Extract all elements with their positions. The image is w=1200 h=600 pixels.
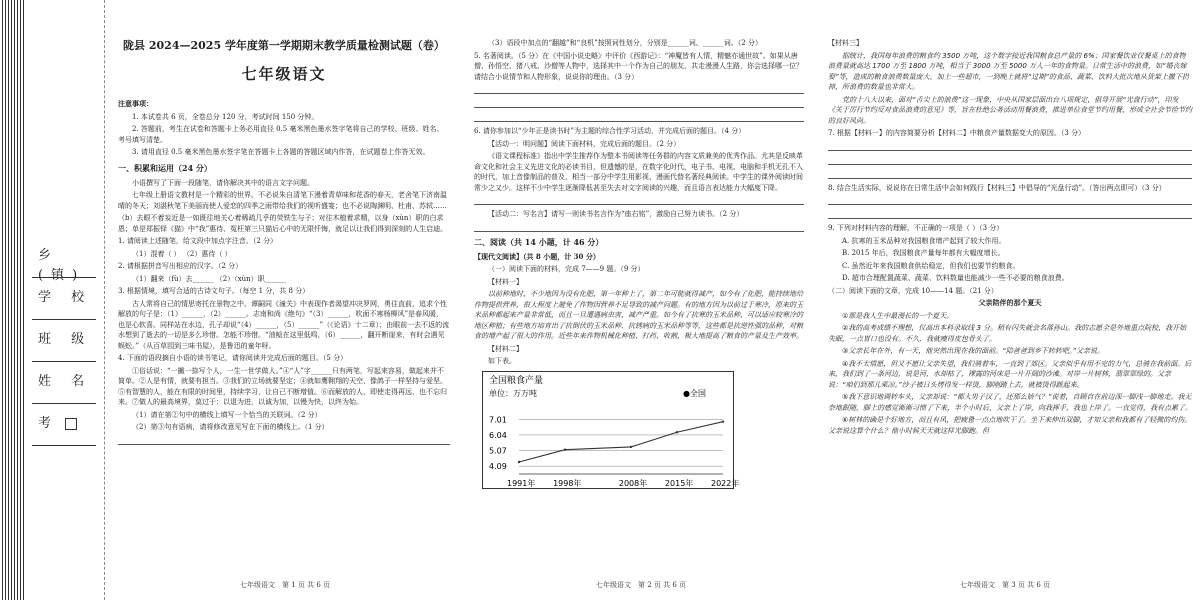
paragraph: ①俗话说：“一撇一捺写个人，一生一世学做人。”④“人”字______只有两笔，写起来容易，做起来并不简单。②人是有情，就要有担当。③我们的立场就要坚定；④就如鹰翱翔的天空、像鸽子一样坚持与爱坚。⑤有智慧的人，能在有限的时间里，持续学习，让自己不断增值。⑥而解放的人，即使走得再远，也不忘归来。⑦做人的最高境界，莫过于：以退为进，以诚为加，以慢为快，以终为始。 — [118, 366, 447, 406]
option: B. 2015 年后，我国粮食产量每年都有大幅度增长。 — [842, 249, 1005, 257]
question: （3）语段中加点的“翻越”和“良机”按照词性划分，分别是______词、______词。（2 分） — [488, 39, 762, 47]
answer-line[interactable] — [474, 195, 804, 205]
x-tick-label: 2008年 — [618, 478, 648, 488]
essay-paragraph: ②我的高考成绩不理想，仅高出本科录取线 3 分。稍有闪失就会名落孙山。我的志愿全是外地重点院校，我开始失眠，一点胃口也没有。不久，我就瘦得皮包骨头了。 — [828, 324, 1187, 343]
answer-line[interactable] — [474, 222, 804, 232]
question: 7. 根据【材料一】的内容简要分析【材料二】中粮食产量数据变大的原因。（3 分） — [828, 129, 1086, 137]
data-point — [630, 445, 632, 447]
y-tick-label: 7.01 — [489, 414, 507, 424]
x-tick-label: 2015年 — [664, 478, 694, 488]
subject-title: 七年级语文 — [241, 64, 327, 83]
x-tick-label: 1991年 — [507, 478, 536, 488]
exam-number-field[interactable]: 考 — [30, 408, 100, 448]
material-label: 【材料三】 — [828, 39, 863, 47]
page-footer: 七年级语文 第 3 页 共 6 页 — [960, 581, 1051, 589]
essay-paragraph: ⑥树林的确是个好地方，而且有风，把疲惫一点点地吹干了。坐下来伸出双脚，才知父亲和我都有了轻微的灼伤。父亲说这算个什么？他小时候天天就这样光脚跑。但 — [828, 416, 1192, 435]
chart-svg — [483, 372, 740, 490]
activity: 【活动一：明问题】阅读下面材料，完成后面的题目。（2 分） — [488, 139, 681, 148]
paragraph: 《语文课程标准》指出中学生推荐作为整本书阅读等任务群的内容文质兼美的优秀作品。尤其是反映革命文化和社会主义先进文化的必读书目，但遗憾的是，在数字化时代，电子书、电视、电脑和手机无孔不入的时代，加上音像制品的普及，相当一部分中学生用影视、漫画代替名著经典阅读。中学生的课外阅读时间常少之又少。这样不少中学生逐渐降低甚至失去对文字阅读的兴趣，而且语言表达能力大幅度下降。 — [474, 152, 803, 192]
material-text: 如下表。 — [488, 357, 516, 365]
y-tick-label: 5.07 — [489, 445, 507, 455]
question: 1. 请阅读上述随笔，给文段中加点字注音。（2 分） — [118, 237, 278, 245]
name-field[interactable]: 姓 名 — [30, 366, 100, 406]
notice-item: 3. 请用直径 0.5 毫米黑色墨水签字笔在答题卡上各题的答题区域内作答，在试题卷上作答无效。 — [132, 148, 430, 156]
question: 3. 根据情境，填写合适的古诗文句子。（每空 1 分，共 8 分） — [118, 287, 310, 295]
material-text: 以前种地时，不少地因为没有化肥，第一年种上了，第二年可能就得减产，如今有了化肥，能持续地给作物提供营养，很大程度上避免了作物因营养不足导致的减产问题。有的地方因为以前过于寒冷，原来的玉米品种都起来产量非常低，而且一旦遭遇病虫害，减产严重。如今有了抗寒的玉米品种，可以适应较寒冷的地区种植；有些地方培育出了抗倒伏的玉米品种、抗锈病的玉米品种等等，这些都是抗逆性强的品种，对粮食的增产起了很大的作用。近些年来作物机械化种植、打药、收割，极大地提高了粮食的产量及生产效率。 — [474, 290, 803, 340]
chart-legend: ●全国 — [683, 388, 706, 398]
binding-margin — [0, 0, 110, 600]
option: D. 超市合理配置蔬菜、蔬菜、饮料数量也能减少一些不必要的粮食浪费。 — [842, 274, 1069, 282]
answer-line[interactable]: （1）翻来（fù）去______ （2）（xùn）职______ — [132, 274, 286, 283]
essay-paragraph: ③父亲长年在外，有一天，他突然出现在我的面前。“陪爸爸到乡下转转吧。”父亲说。 — [842, 347, 1105, 355]
answer-line[interactable] — [828, 195, 1192, 205]
section-heading: 二、阅读（共 14 小题，计 46 分） — [474, 236, 604, 247]
chart-unit-label: 单位：万万吨 — [489, 388, 537, 398]
checkbox-square — [65, 418, 77, 430]
subsection-heading: 【现代文阅读】（共 8 小题，计 30 分） — [474, 251, 600, 261]
material-text: 据统计，我国每年浪费的粮食约 3500 万吨，这个数字接近我国粮食总产量的 6%；国家餐饮业仅餐桌上的食物浪费量就高达 1700 万至 1800 万吨，相当于 3000 万至 5000 万人一年的食物量。日常生活中的浪费，如“婚丧嫁娶”等，造成的粮食浪费数量庞大。加上一些超市，一到晚上就将“过期”的食品、蔬菜、饮料大批次地从货架上撤下扔掉，所浪费的数量也非常大。 — [828, 51, 1189, 91]
activity: 【活动二：写名言】请写一则读书名言作为“座右铭”，激励自己努力读书。（2 分） — [488, 210, 744, 218]
question: （1）请在第②句中的横线上填写一个恰当的关联词。（2 分） — [132, 410, 322, 419]
answer-line[interactable] — [828, 141, 1192, 151]
essay-paragraph: ①那是我人生中最漫长的一个夏天。 — [842, 311, 954, 320]
answer-line[interactable] — [118, 435, 450, 445]
data-point — [518, 460, 520, 462]
notice-item: 1. 本试卷共 6 页，全卷总分 120 分，考试时间 150 分钟。 — [132, 112, 319, 121]
question: 4. 下面的语段摘自小语的读书笔记，请你阅读并完成后面的题目。（5 分） — [118, 354, 348, 362]
grain-output-chart — [482, 371, 740, 489]
paragraph: 古人常将自己的情思寄托在景物之中。谭嗣同《潼关》中表现作者渴望冲决罗网，勇往直前，追求个性解放的句子是：（1）______，（2）______。志南和尚《绝句》“（3）______，吹面不寒杨柳风”是春风暖，也是心软喜。同样站在水边，孔子却说“（4）______，（5）______”（《论语》十二章）；由眼前一去不返的流水想到了逝去的一切是多么珍惜。怎能不珍惜。“油鲶在这里低鸣，（6）______，翻开断崖来，有时会遇见蜈蚣。”（从百草园到三味书屋），是鲁迅的童年呀。 — [118, 299, 450, 350]
chart-title: 全国粮食产量 — [489, 375, 544, 386]
material-text: 党的十八大以来，面对“舌尖上的浪费”这一现象，中央从国家层面出台八项规定，倡导开展“光盘行动”，印发《关于厉行节约反对食品浪费的意见》等，旨在杜绝公务活动用餐浪费，推进单位食堂节约用餐，形成全社会节俭节约的良好风尚。 — [828, 95, 1192, 125]
data-point — [564, 448, 566, 450]
answer-line[interactable] — [828, 169, 1192, 179]
township-field[interactable]: 乡(镇) — [30, 240, 100, 280]
question: 8. 结合生活实际，说说你在日常生活中会如何践行【材料三】中倡导的“光盘行动”。（答出两点即可）（3 分） — [828, 183, 1166, 192]
question: （2）第③句有语病，请将修改意见写在下面的横线上。（1 分） — [132, 423, 329, 431]
page-footer: 七年级语文 第 2 页 共 6 页 — [596, 581, 687, 589]
binding-lines — [2, 0, 26, 600]
question: 2. 请根据拼音写出相应的汉字。（2 分） — [118, 262, 243, 270]
essay-paragraph: ④我不太情愿，但又不愿让父亲失望，我们骑着车，一直到了郊区。父亲似乎有用不完的力气，总骑在我前面。后来，我们到了一条河边，说是河，水却枯了，裸露的河床是一片开阔的沙滩。对岸一片树林，翡翠翠绿的。父亲说：“咱们到那儿乘凉。”沙子被日头烤得发一样烫，脚刚踏上去，就被烫得跳起来。 — [828, 359, 1192, 389]
instruction: （二）阅读下面的文章，完成 10——14 题。（21 分） — [828, 286, 998, 295]
data-point — [722, 420, 724, 422]
question: 5. 名著阅读。（5 分）在《中国小说史略》中评价《西游记》：“神魔皆有人情，精魅亦通世故”。如果从唐僧、孙悟空、猪八戒、沙僧等人物中，选择其中一个作为自己的朋友，共走漫漫人生路，你会选择哪一位？请结合小说情节和人物形象，说说你的理由。（3 分） — [474, 51, 803, 81]
x-tick-label: 1998年 — [553, 478, 582, 488]
school-field[interactable]: 学 校 — [30, 282, 100, 322]
answer-line[interactable] — [474, 98, 804, 108]
paragraph: 七年级上册语文教材是一个精彩的世界。不必说朱自清笔下漫着青草味和花香的春天，老舍笔下济南温晴的冬天；刘湛秋笔下美丽而使人爱恋的四季之雨带给我们的视听盛宴；也不必说陶渊明、杜甫、苏轼…… — [118, 191, 447, 210]
option: A. 抗寒的玉米品种对我国粮食增产起到了较大作用。 — [842, 236, 1006, 245]
answer-line[interactable] — [474, 84, 804, 94]
notice-heading: 注意事项： — [118, 99, 153, 108]
material-label: 【材料二】 — [488, 344, 523, 353]
class-field[interactable]: 班 级 — [30, 324, 100, 364]
page-2 — [474, 38, 804, 558]
answer-line[interactable]: （1）混着（ ） （2）惠待（ ） — [132, 249, 232, 258]
binding-dashed-line — [104, 0, 105, 600]
option: C. 虽然近年来我国粮食供给稳定，但我们也要节约粮食。 — [842, 261, 1020, 270]
data-point — [676, 431, 678, 433]
y-tick-label: 6.04 — [489, 430, 507, 440]
y-tick-label: 4.09 — [489, 461, 507, 471]
answer-line[interactable] — [474, 112, 804, 122]
x-tick-label: 2022年 — [711, 478, 740, 488]
page-3 — [828, 38, 1192, 558]
essay-paragraph: ⑤我下意识地调转车头，父亲却说：“都大男子汉了，还那么娇气？”说着，自顾自在前边深一脚浅一脚地走。我无奈地跟随，脚上的感觉渐渐习惯了下来，半个小时后，父亲上了岸，向我挥手，我也上岸了。一直觉得，我有点累了。 — [828, 393, 1192, 412]
section-heading: 一、积累和运用（24 分） — [118, 162, 212, 173]
binding-fields — [30, 240, 100, 450]
material-label: 【材料一】 — [488, 277, 523, 286]
question: 6. 请你参加以“少年正是读书时”为主题的综合性学习活动，并完成后面的题目。（4 分） — [474, 127, 746, 135]
answer-line[interactable] — [828, 155, 1192, 165]
paragraph: 小语撰写了下面一段随笔，请你解决其中的语言文字问题。 — [132, 178, 314, 187]
instruction: （一）阅读下面的材料，完成 7——9 题。（9 分） — [488, 265, 645, 273]
series-line — [519, 421, 723, 461]
page-footer: 七年级语文 第 1 页 共 6 页 — [240, 581, 331, 589]
question: 9. 下列对材料内容的理解，不正确的一项是（ ）（3 分） — [828, 224, 1004, 232]
notice-item: 2. 答题前，考生在试卷和答题卡上务必用直径 0.5 毫米黑色墨水签字笔将自己的学校、班级、姓名、考号填写清楚。 — [118, 125, 444, 144]
essay-title: 父亲陪伴的那个夏天 — [978, 298, 1042, 307]
exam-title: 陇县 2024—2025 学年度第一学期期末教学质量检测试题（卷） — [123, 39, 445, 52]
paragraph: （b）去眼不着妄近是一如既往地关心着稀疏几乎的荧铁生与子；对往木植着求精，以身（xùn）职的白求恩；单是郑振铎《猫》中“我”惠待、冤枉第三只猫后心中的无限忏悔，就足以让我们得到深刻的人生启迪。 — [118, 214, 448, 233]
answer-line[interactable] — [828, 209, 1192, 219]
page-1 — [118, 38, 450, 558]
